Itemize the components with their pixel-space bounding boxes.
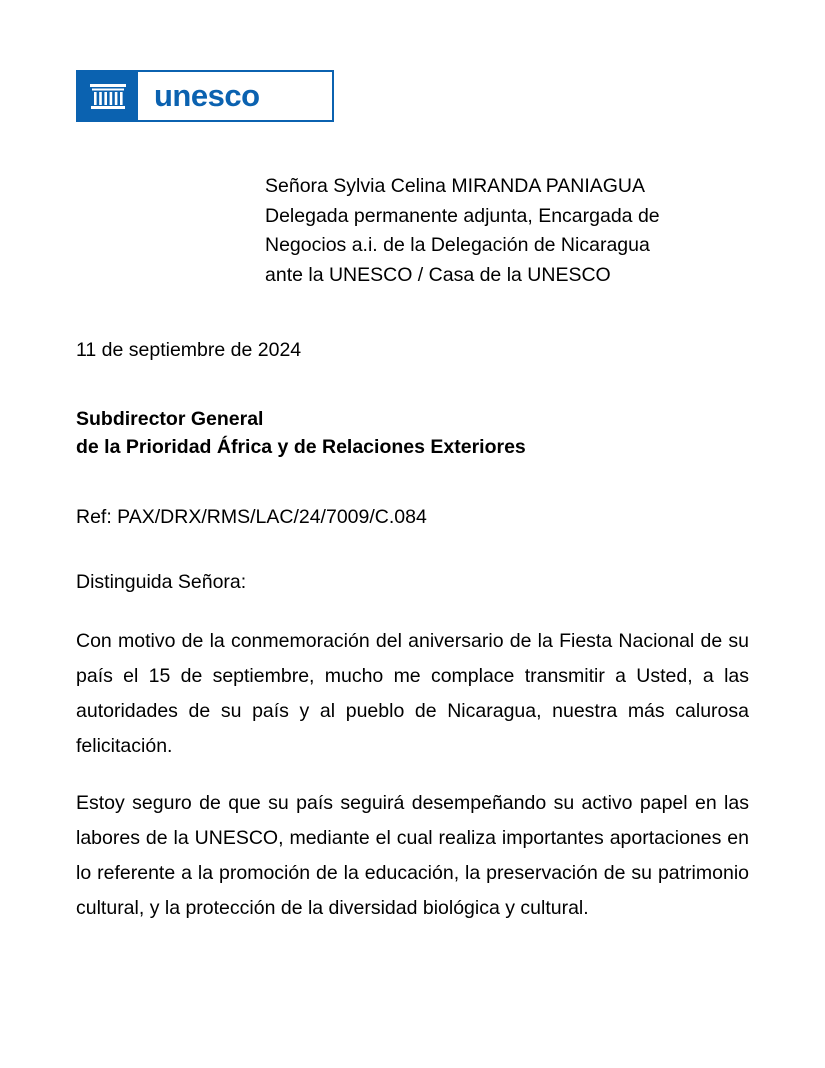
addressee-block — [265, 172, 765, 290]
sender-title-line-1: Subdirector General — [76, 408, 264, 430]
addressee-line-4: ante la UNESCO / Casa de la UNESCO — [265, 263, 611, 286]
reference-number: Ref: PAX/DRX/RMS/LAC/24/7009/C.084 — [76, 506, 427, 528]
unesco-wordmark: unesco — [154, 78, 260, 113]
addressee-line-3: Negocios a.i. de la Delegación de Nicaragua — [265, 234, 650, 256]
addressee-line-2: Delegada permanente adjunta, Encargada de — [265, 204, 660, 227]
letter-body — [76, 624, 749, 926]
sender-title-block — [76, 405, 526, 461]
addressee-line-1: Señora Sylvia Celina MIRANDA PANIAGUA — [265, 175, 646, 197]
letter-date: 11 de septiembre de 2024 — [76, 339, 302, 361]
body-paragraph-1: Con motivo de la conmemoración del aniversario de la Fiesta Nacional de su país el 15 de septiembre, mucho me complace transmitir a Usted, a las autoridades de su país y al pueblo de Nicaragua, nuestra más calurosa felicitación. — [76, 630, 749, 757]
body-paragraph-2: Estoy seguro de que su país seguirá desempeñando su activo papel en las labores de la UNESCO, mediante el cual realiza importantes aportaciones en lo referente a la promoción de la educación, la preservación de su patrimonio cultural, y la protección de la diversidad biológica y cultural. — [76, 792, 749, 919]
unesco-temple-icon — [78, 72, 138, 120]
unesco-logo — [76, 70, 334, 122]
salutation: Distinguida Señora: — [76, 571, 247, 593]
sender-title-line-2: de la Prioridad África y de Relaciones Exteriores — [76, 436, 526, 458]
